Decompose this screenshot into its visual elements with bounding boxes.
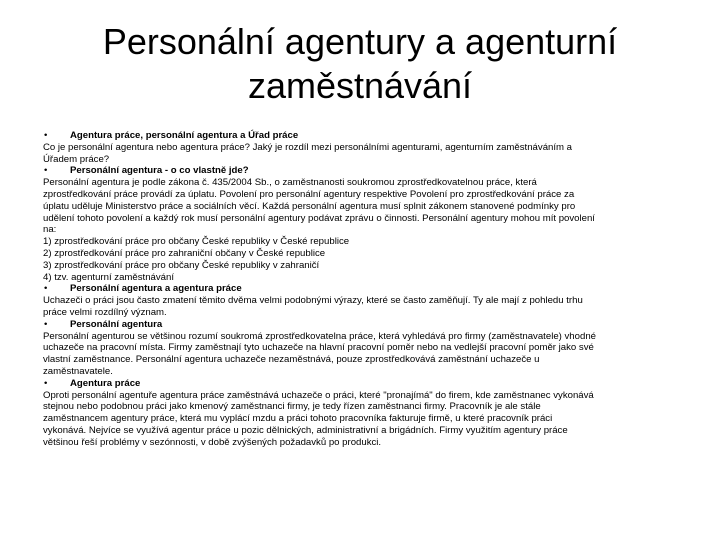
body-text-line: Uchazeči o práci jsou často zmatení těmito dvěma velmi podobnými výrazy, které se často zaměňují. Ty ale mají z pohledu trhu (43, 295, 583, 307)
bullet-icon: • (44, 130, 48, 141)
bullet-heading (43, 378, 681, 390)
bullet-heading-label: Agentura práce, personální agentura a Úřad práce (70, 130, 299, 141)
body-text-line: úplatu uděluje Ministerstvo práce a sociálních věcí. Každá personální agentura musí splnit zákonem stanovené podmínky pro (43, 200, 576, 212)
body-text-line: Personální agenturou se většinou rozumí soukromá zprostředkovatelna práce, která vyhledává pro firmy (zaměstnavatele) vhodné (43, 330, 596, 342)
slide-body-text (43, 130, 681, 449)
body-text-line: 2) zprostředkování práce pro zahraniční občany v České republice (43, 247, 326, 259)
bullet-icon: • (44, 318, 48, 330)
bullet-heading-label: Agentura práce (70, 377, 141, 389)
body-text-line: zprostředkování práce provádí za úplatu. Povolení pro personální agentury respektive Povolení pro zprostředkování práce za (43, 188, 575, 200)
body-text-line: Úřadem práce? (43, 153, 110, 165)
body-text-line: zaměstnavatele. (43, 365, 113, 377)
body-text-line: udělení tohoto povolení a každý rok musí personální agentury podávat zprávu o činnosti. Personální agentury mohou mít povolení (43, 212, 595, 224)
body-text-line: 1) zprostředkování práce pro občany České republiky v České republice (43, 236, 350, 248)
bullet-icon: • (44, 165, 48, 177)
bullet-heading-label: Personální agentura (70, 318, 163, 330)
body-text-line: zaměstnancem agentury práce, která mu vyplácí mzdu a práci tohoto pracovníka fakturuje firmě, u které pracovník práci (43, 413, 553, 425)
bullet-heading (43, 130, 681, 142)
bullet-icon: • (44, 377, 48, 389)
body-text-line: na: (43, 224, 57, 236)
body-text-line: uchazeče na pracovní místa. Firmy zaměstnají tyto uchazeče na hlavní pracovní poměr nebo na vedlejší pracovní poměr jako své (43, 342, 594, 354)
body-text-line: vlastní zaměstnance. Personální agentura uchazeče nezaměstnává, pouze zprostředkovává zaměstnání uchazeče u (43, 354, 540, 366)
slide-title-line-1: Personální agentury a agenturní (102, 21, 618, 62)
body-text-line: Oproti personální agentuře agentura práce zaměstnává uchazeče o práci, které "pronajímá" do firem, kde zaměstnanec vykonává (43, 389, 594, 401)
bullet-heading (43, 283, 681, 295)
body-text-line: práce velmi rozdílný význam. (43, 306, 167, 318)
slide-title (0, 20, 720, 108)
body-text-line: Personální agentura je podle zákona č. 435/2004 Sb., o zaměstnanosti soukromou zprostředkovatelnou práce, která (43, 177, 537, 189)
body-text-line: Co je personální agentura nebo agentura práce? Jaký je rozdíl mezi personálními agenturami, agenturním zaměstnáváním a (43, 141, 573, 153)
bullet-heading-label: Personální agentura - o co vlastně jde? (70, 165, 249, 177)
body-text-line: vykonává. Nejvíce se využívá agentur práce u pozic dělnických, administrativní a brigádních. Firmy využitím agentury práce (43, 424, 568, 436)
body-text-line: 4) tzv. agenturní zaměstnávání (43, 271, 175, 283)
slide-title-line-2: zaměstnávání (247, 65, 473, 106)
bullet-heading (43, 165, 681, 177)
bullet-icon: • (44, 283, 48, 295)
body-text-line: většinou řeší problémy v sezónnosti, v době zvýšených požadavků po produkci. (43, 436, 382, 448)
body-text-line: 3) zprostředkování práce pro občany České republiky v zahraničí (43, 259, 320, 271)
bullet-heading-label: Personální agentura a agentura práce (70, 283, 242, 295)
body-text-line: stejnou nebo podobnou práci jako kmenový zaměstnanci firmy, je tedy řízen zaměstnanci firmy. Pracovník je ale stále (43, 401, 541, 413)
bullet-heading (43, 319, 681, 331)
